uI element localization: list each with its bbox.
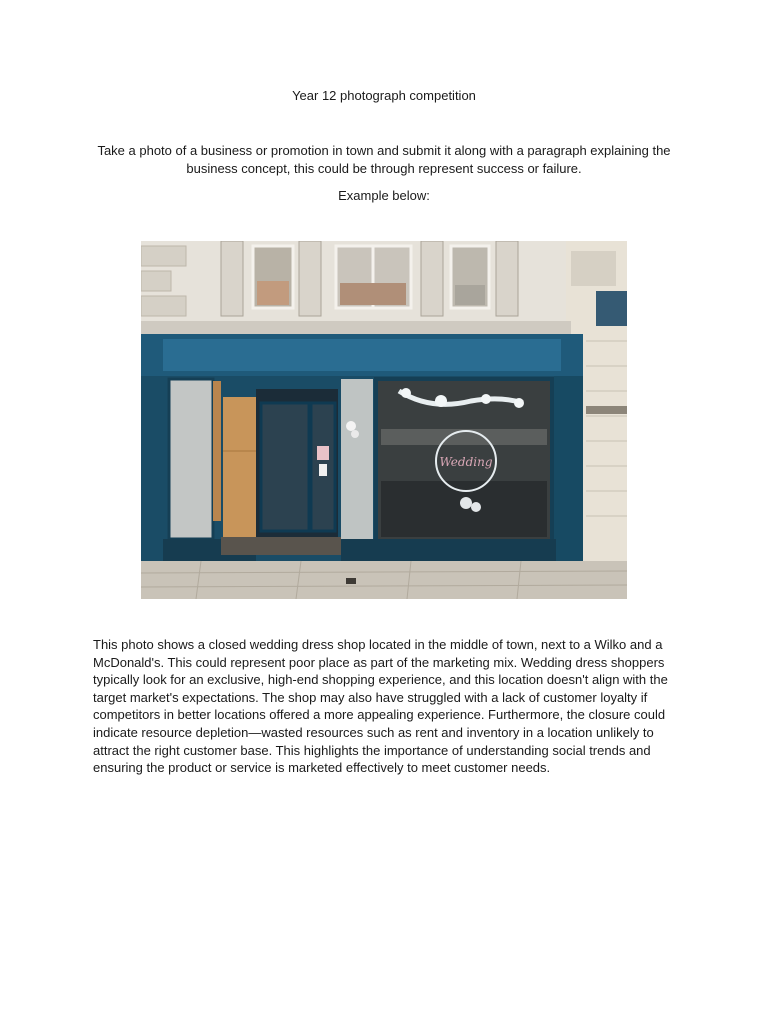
left-window [169,379,213,539]
intro-paragraph: Take a photo of a business or promotion in town and submit it along with a paragraph explaining the business concept, this could be through represent success or failure. [97,143,671,176]
shopfront-photo [141,241,627,599]
upper-window [336,246,411,308]
page-title: Year 12 photograph competition [292,88,476,103]
example-label: Example below: [338,188,430,203]
upper-window [253,246,293,308]
pavement [141,561,627,599]
window-sign-text: Wedding [439,455,493,469]
explanation-paragraph: This photo shows a closed wedding dress shop located in the middle of town, next to a Wilko and a McDonald's. This could represent poor place as part of the marketing mix. Wedding dress shoppers typically look for an exclusive, high-end shopping experience, and this location doesn't align with the target market's expectations. The shop may also have struggled with a lack of customer loyalty if competitors in better locations offered a more appealing experience. Furthermore, the closure could indicate resource depletion—wasted resources such as rent and inventory in a location unlikely to attract the right customer base. This highlights the importance of understanding social trends and ensuring the product or service is marketed effectively to meet customer needs. [93,637,668,776]
upper-window [451,246,489,308]
plywood-board [223,397,256,537]
